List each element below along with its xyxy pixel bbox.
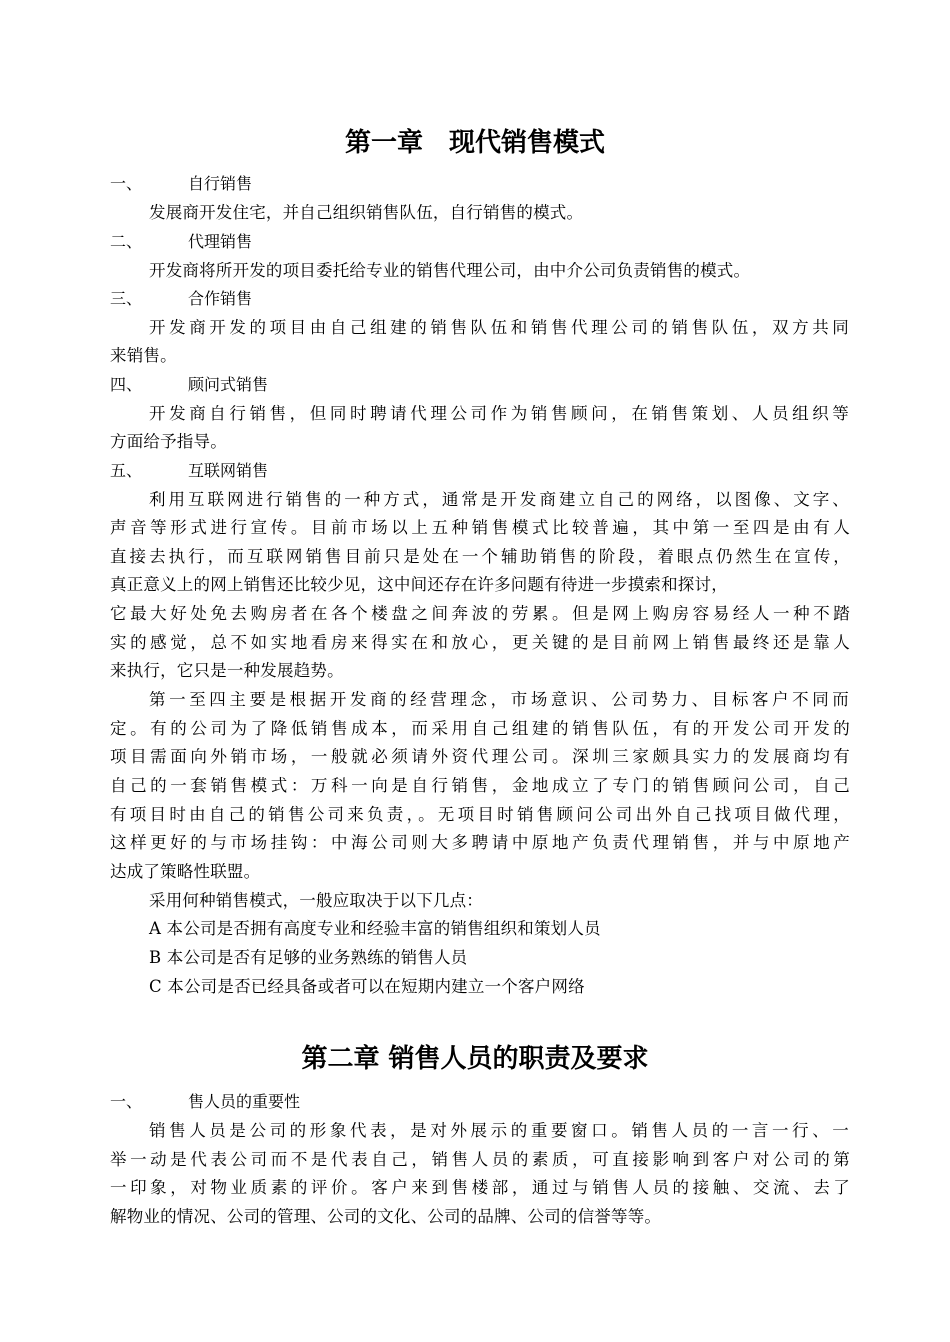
- chapter-1-title: 第一章 现代销售模式: [344, 128, 605, 158]
- text-line: 这样更好的与市场挂钩：中海公司则大多聘请中原地产负责代理销售，并与中原地产: [110, 833, 850, 852]
- section-heading: [110, 374, 268, 396]
- text-line: 开发商自行销售，但同时聘请代理公司作为销售顾问，在销售策划、人员组织等: [149, 404, 849, 423]
- text-line: 销售人员是公司的形象代表，是对外展示的重要窗口。销售人员的一言一行、一: [149, 1121, 849, 1140]
- list-item: C 本公司是否已经具备或者可以在短期内建立一个客户网络: [149, 977, 585, 996]
- list-item: B 本公司是否有足够的业务熟练的销售人员: [149, 948, 468, 967]
- text-line: 开发商将所开发的项目委托给专业的销售代理公司，由中介公司负责销售的模式。: [149, 261, 751, 280]
- section-title: 合作销售: [188, 289, 253, 308]
- text-line: 解物业的情况、公司的管理、公司的文化、公司的品牌、公司的信誉等等。: [110, 1207, 662, 1226]
- text-line: 利用互联网进行销售的一种方式，通常是开发商建立自己的网络，以图像、文字、: [149, 490, 849, 509]
- chapter-2-title: 第二章 销售人员的职责及要求: [301, 1044, 649, 1074]
- section-title: 顾问式销售: [188, 375, 269, 394]
- text-line: 项目需面向外销市场，一般就必须请外资代理公司。深圳三家颇具实力的发展商均有: [110, 747, 850, 766]
- section-number: 五、: [110, 461, 143, 480]
- section-number: 四、: [110, 375, 143, 394]
- section-heading: [110, 173, 252, 195]
- section-title: 代理销售: [188, 232, 253, 251]
- list-item: A 本公司是否拥有高度专业和经验丰富的销售组织和策划人员: [149, 919, 601, 938]
- section-number: 一、: [110, 1092, 143, 1111]
- section-number: 三、: [110, 289, 143, 308]
- section-title: 互联网销售: [188, 461, 269, 480]
- section-heading: [110, 231, 252, 253]
- text-line: 举一动是代表公司而不是代表自己，销售人员的素质，可直接影响到客户对公司的第: [110, 1150, 850, 1169]
- text-line: 直接去执行，而互联网销售目前只是处在一个辅助销售的阶段，着眼点仍然生在宣传，: [110, 547, 850, 566]
- text-line: 方面给予指导。: [110, 432, 227, 451]
- text-line: 真正意义上的网上销售还比较少见，这中间还存在许多问题有待进一步摸索和探讨，: [110, 575, 728, 594]
- text-line: 它最大好处免去购房者在各个楼盘之间奔波的劳累。但是网上购房容易经人一种不踏: [110, 604, 850, 623]
- text-line: 采用何种销售模式，一般应取决于以下几点：: [149, 891, 483, 910]
- text-line: 第一至四主要是根据开发商的经营理念，市场意识、公司势力、目标客户不同而: [149, 690, 849, 709]
- text-line: 一印象，对物业质素的评价。客户来到售楼部，通过与销售人员的接触、交流、去了: [110, 1178, 850, 1197]
- text-line: 自己的一套销售模式：万科一向是自行销售，金地成立了专门的销售顾问公司，自己: [110, 776, 850, 795]
- text-line: 声音等形式进行宣传。目前市场以上五种销售模式比较普遍，其中第一至四是由有人: [110, 518, 850, 537]
- text-line: 来执行，它只是一种发展趋势。: [110, 661, 344, 680]
- section-heading: [110, 1091, 300, 1113]
- text-line: 来销售。: [110, 346, 177, 365]
- section-heading: [110, 460, 268, 482]
- section-title: 售人员的重要性: [188, 1092, 301, 1111]
- text-line: 开发商开发的项目由自己组建的销售队伍和销售代理公司的销售队伍，双方共同: [149, 318, 849, 337]
- text-line: 实的感觉，总不如实地看房来得实在和放心，更关键的是目前网上销售最终还是靠人: [110, 633, 850, 652]
- text-line: 有项目时由自己的销售公司来负责，。无项目时销售顾问公司出外自己找项目做代理，: [110, 805, 850, 824]
- text-line: 达成了策略性联盟。: [110, 862, 261, 881]
- text-line: 定。有的公司为了降低销售成本，而采用自己组建的销售队伍，有的开发公司开发的: [110, 719, 850, 738]
- section-number: 二、: [110, 232, 143, 251]
- section-number: 一、: [110, 174, 143, 193]
- text-line: 发展商开发住宅，并自己组织销售队伍，自行销售的模式。: [149, 203, 584, 222]
- section-title: 自行销售: [188, 174, 253, 193]
- section-heading: [110, 288, 252, 310]
